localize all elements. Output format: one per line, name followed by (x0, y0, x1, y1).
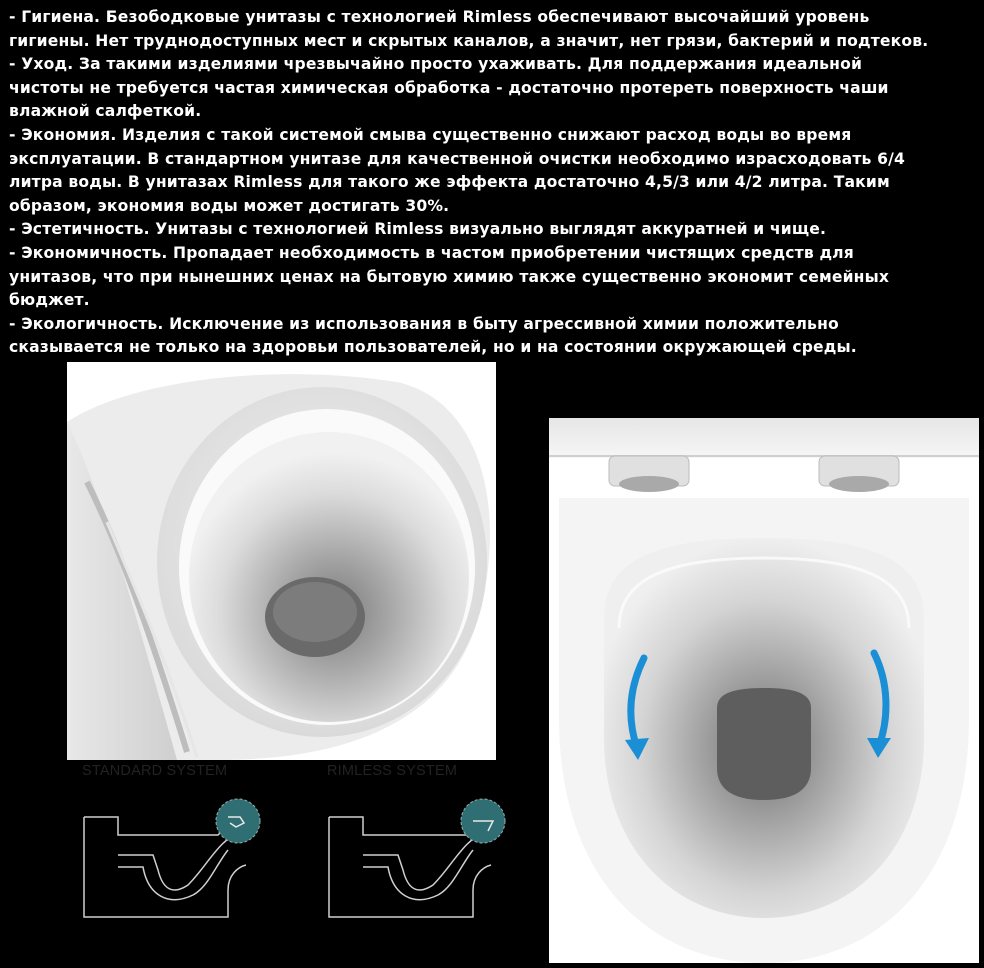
text-line: гигиены. Нет труднодоступных мест и скрытых каналов, а значит, нет грязи, бактерий и подтеков. (9, 31, 929, 50)
text-line: унитазов, что при нынешних ценах на бытовую химию также существенно экономит семейных (9, 267, 890, 286)
standard-system-diagram (78, 795, 278, 935)
standard-rim-highlight-circle (216, 799, 260, 843)
text-line: - Гигиена. Безободковые унитазы с технологией Rimless обеспечивают высочайший уровень (9, 8, 870, 26)
text-line: сказывается не только на здоровьи пользователей, но и на состоянии окружающей среды. (9, 338, 857, 357)
standard-system-label: STANDARD SYSTEM (82, 763, 228, 779)
toilet-bowl-closeup-photo (67, 362, 496, 760)
description-text (9, 6, 984, 360)
text-line: - Экономия. Изделия с такой системой смыва существенно снижают расход воды во время (9, 125, 852, 144)
text-line: эксплуатации. В стандартном унитазе для качественной очистки необходимо израсходовать 6/4 (9, 149, 905, 168)
text-line: бюджет. (9, 291, 90, 310)
text-line: образом, экономия воды может достигать 30%. (9, 196, 450, 215)
text-line: чистоты не требуется частая химическая обработка - достаточно протереть поверхность чаши (9, 78, 889, 97)
text-line: - Уход. За такими изделиями чрезвычайно просто ухаживать. Для поддержания идеальной (9, 55, 863, 74)
rimless-system-diagram (323, 795, 523, 935)
text-line: - Экологичность. Исключение из использования в быту агрессивной химии положительно (9, 314, 839, 333)
rimless-system-label: RIMLESS SYSTEM (327, 763, 458, 779)
text-line: - Экономичность. Пропадает необходимость в частом приобретении чистящих средств для (9, 243, 854, 262)
text-line: влажной салфеткой. (9, 102, 202, 121)
text-line: - Эстетичность. Унитазы с технологией Rimless визуально выглядят аккуратней и чище. (9, 220, 827, 239)
rimless-toilet-topdown-photo (549, 418, 979, 963)
text-line: литра воды. В унитазах Rimless для такого же эффекта достаточно 4,5/3 или 4/2 литра. Таким (9, 173, 890, 192)
